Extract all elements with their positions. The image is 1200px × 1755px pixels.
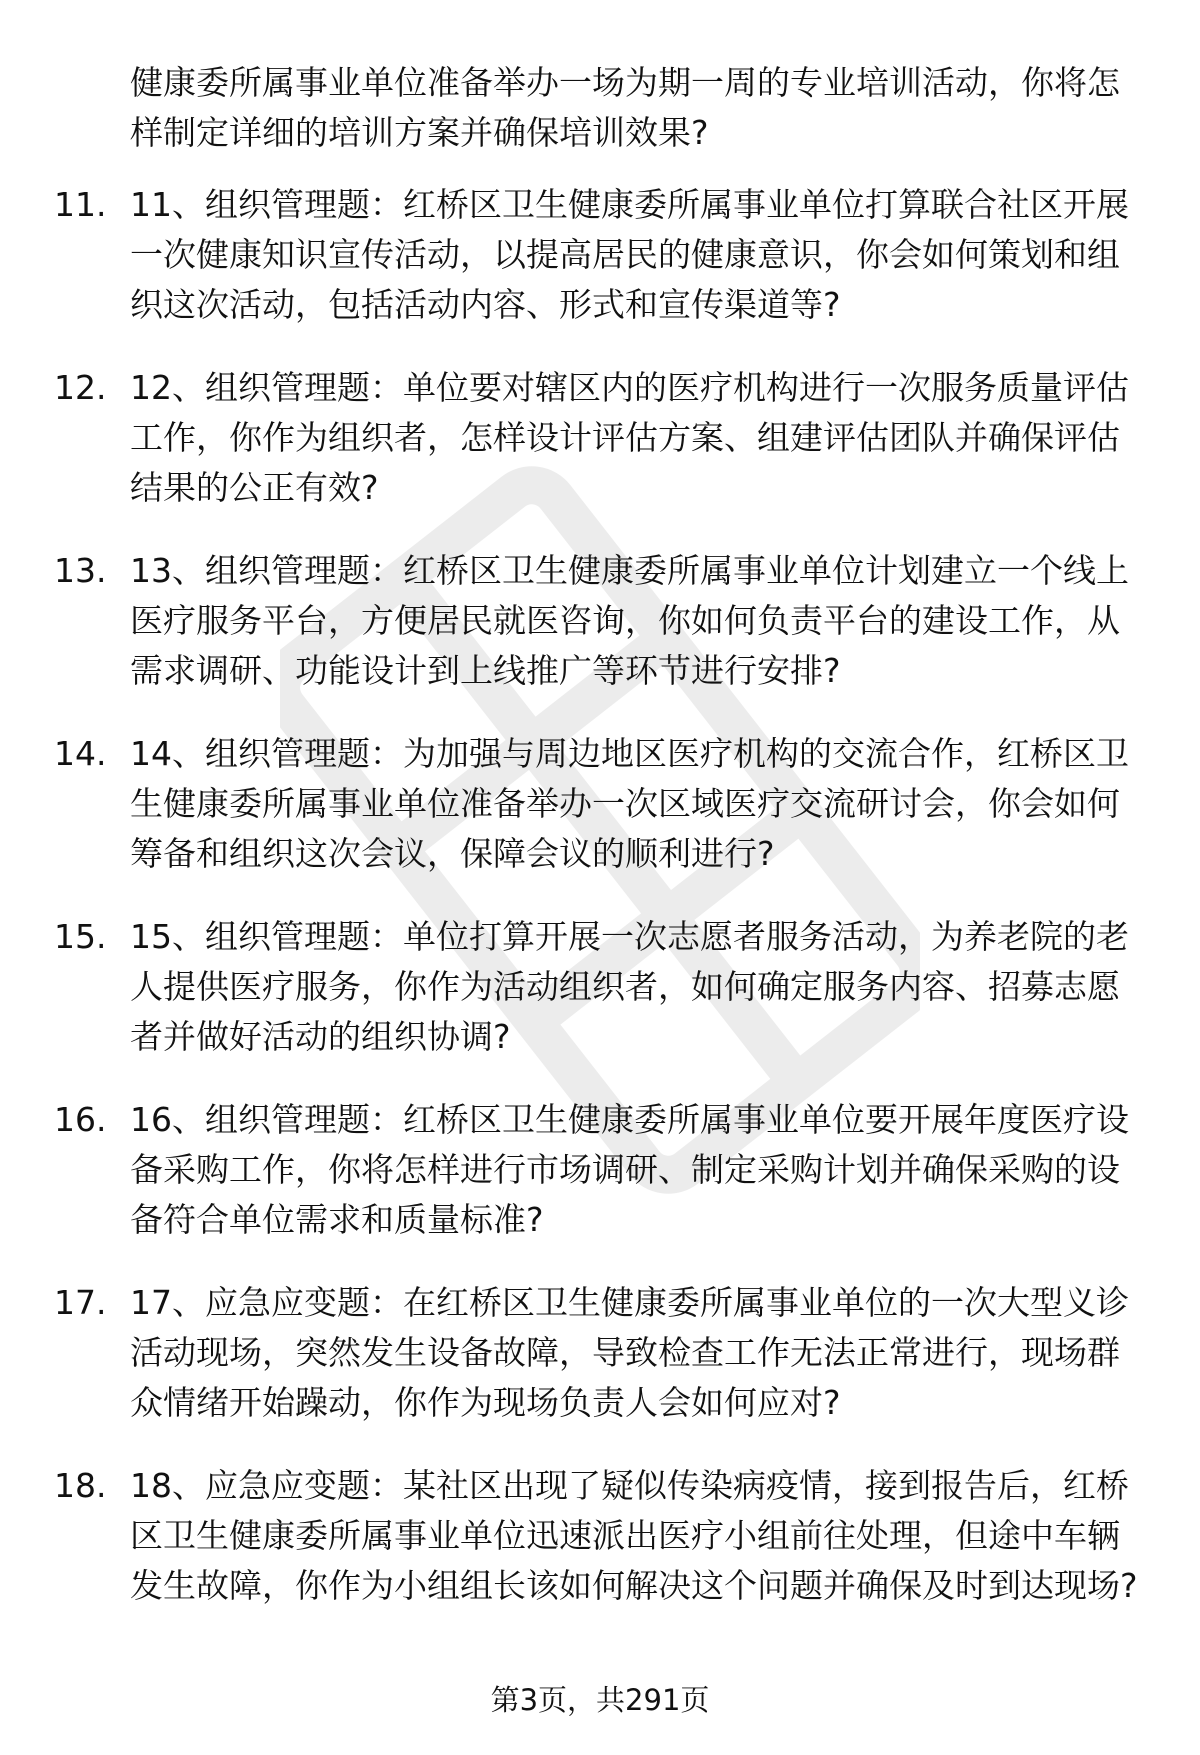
item-text: 14、组织管理题：为加强与周边地区医疗机构的交流合作，红桥区卫生健康委所属事业单位准备举办一次区域医疗交流研讨会，你会如何筹备和组织这次会议，保障会议的顺利进行? <box>130 734 1129 873</box>
item-text: 13、组织管理题：红桥区卫生健康委所属事业单位计划建立一个线上医疗服务平台，方便居民就医咨询，你如何负责平台的建设工作，从需求调研、功能设计到上线推广等环节进行安排? <box>130 551 1129 690</box>
item-number: 14. <box>54 734 107 773</box>
list-item <box>0 546 1200 696</box>
question-list <box>0 180 1200 1644</box>
page-footer: 第3页，共291页 <box>490 1683 710 1717</box>
item-number: 18. <box>54 1466 107 1505</box>
list-item <box>0 1095 1200 1245</box>
item-text: 15、组织管理题：单位打算开展一次志愿者服务活动，为养老院的老人提供医疗服务，你作为活动组织者，如何确定服务内容、招募志愿者并做好活动的组织协调? <box>130 917 1129 1056</box>
item-text: 11、组织管理题：红桥区卫生健康委所属事业单位打算联合社区开展一次健康知识宣传活动，以提高居民的健康意识，你会如何策划和组织这次活动，包括活动内容、形式和宣传渠道等? <box>130 185 1129 324</box>
list-item <box>0 180 1200 330</box>
list-item <box>0 1461 1200 1611</box>
item-number: 15. <box>54 917 107 956</box>
list-item <box>0 912 1200 1062</box>
item-number: 17. <box>54 1283 107 1322</box>
list-item <box>0 1278 1200 1428</box>
item-number: 12. <box>54 368 107 407</box>
item-text: 18、应急应变题：某社区出现了疑似传染病疫情，接到报告后，红桥区卫生健康委所属事业单位迅速派出医疗小组前往处理，但途中车辆发生故障，你作为小组组长该如何解决这个问题并确保及时到达现场? <box>130 1466 1138 1605</box>
item-number: 13. <box>54 551 107 590</box>
item-text: 17、应急应变题：在红桥区卫生健康委所属事业单位的一次大型义诊活动现场，突然发生设备故障，导致检查工作无法正常进行，现场群众情绪开始躁动，你作为现场负责人会如何应对? <box>130 1283 1129 1422</box>
item-text: 16、组织管理题：红桥区卫生健康委所属事业单位要开展年度医疗设备采购工作，你将怎样进行市场调研、制定采购计划并确保采购的设备符合单位需求和质量标准? <box>130 1100 1129 1239</box>
item-number: 16. <box>54 1100 107 1139</box>
list-item <box>0 363 1200 513</box>
item-text: 12、组织管理题：单位要对辖区内的医疗机构进行一次服务质量评估工作，你作为组织者，怎样设计评估方案、组建评估团队并确保评估结果的公正有效? <box>130 368 1129 507</box>
list-item <box>0 729 1200 879</box>
item-number: 11. <box>54 185 107 224</box>
continuation-text: 健康委所属事业单位准备举办一场为期一周的专业培训活动，你将怎样制定详细的培训方案并确保培训效果? <box>130 63 1120 152</box>
